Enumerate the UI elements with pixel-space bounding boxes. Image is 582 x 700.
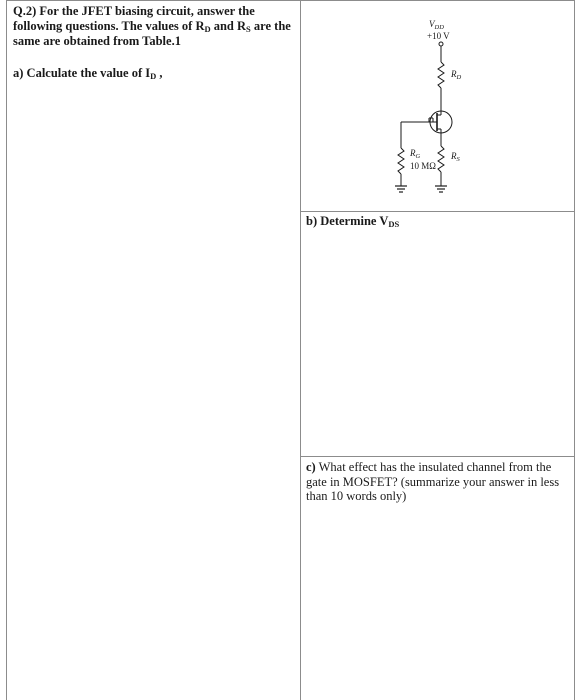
rg-resistor bbox=[398, 148, 404, 174]
part-b-prompt: b) Determine $V_{DS}$ bbox=[306, 214, 400, 229]
jfet-bias-circuit-diagram bbox=[385, 14, 495, 206]
rs-resistor bbox=[438, 146, 444, 172]
vdd-value: +10 V bbox=[427, 31, 450, 41]
rd-label: $R_D$ bbox=[451, 69, 462, 81]
ground-icon bbox=[395, 186, 407, 192]
rg-value: 10 MΩ bbox=[410, 161, 436, 171]
part-a-prompt: a) Calculate the value of $I_D$ , bbox=[13, 66, 163, 81]
row-divider-1 bbox=[300, 211, 575, 212]
rs-label: $R_S$ bbox=[451, 151, 460, 163]
part-c-prompt: c) What effect has the insulated channel from the gate in MOSFET? (summarize your answer in less than 10 words only) bbox=[306, 460, 560, 503]
question-title: Q.2) For the JFET biasing circuit, answer the following questions. The values of $R_D$ and $R_S$ are the same are obtained from Table.1 bbox=[13, 4, 291, 48]
vdd-terminal bbox=[439, 42, 443, 46]
column-divider bbox=[300, 0, 301, 700]
rg-label: $R_G$ bbox=[410, 148, 421, 160]
ground-icon bbox=[435, 186, 447, 192]
vdd-label: $V_{DD}$ bbox=[429, 19, 444, 31]
rd-resistor bbox=[438, 62, 444, 88]
row-divider-2 bbox=[300, 456, 575, 457]
